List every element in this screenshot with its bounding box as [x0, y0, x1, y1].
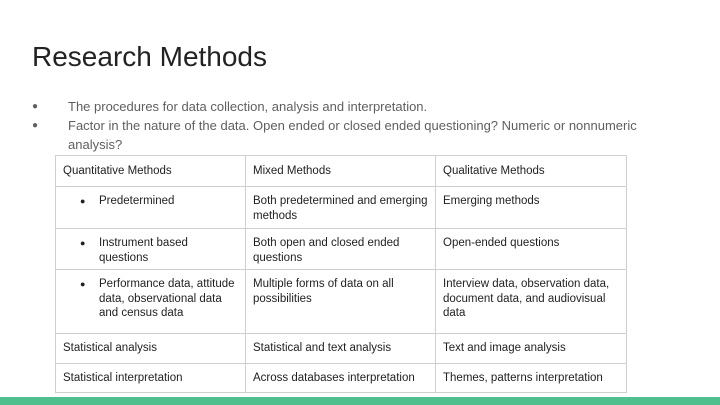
- table-cell: Both open and closed ended questions: [246, 229, 436, 270]
- table-cell: [56, 270, 246, 334]
- table-row: [56, 229, 627, 270]
- cell-text: Instrument based questions: [99, 237, 188, 264]
- header-qualitative: Qualitative Methods: [436, 156, 627, 187]
- header-mixed: Mixed Methods: [246, 156, 436, 187]
- table-cell: Multiple forms of data on all possibilities: [246, 270, 436, 334]
- table-cell: Statistical interpretation: [56, 363, 246, 393]
- table-row: [56, 187, 627, 229]
- table-cell: Both predetermined and emerging methods: [246, 187, 436, 229]
- bullet-text: The procedures for data collection, analysis and interpretation.: [68, 99, 428, 114]
- bullet-icon: ●: [80, 238, 86, 248]
- table-row: [56, 363, 627, 393]
- bullet-icon: ●: [80, 279, 86, 289]
- table-cell: Statistical and text analysis: [246, 334, 436, 364]
- table-cell: Across databases interpretation: [246, 363, 436, 393]
- bullet-list: [30, 97, 690, 154]
- bullet-icon: ●: [31, 101, 39, 112]
- bullet-text: Factor in the nature of the data. Open ended or closed ended questioning? Numeric or nonnumeric analysis?: [68, 118, 637, 152]
- cell-text: Predetermined: [99, 195, 175, 207]
- bullet-icon: ●: [31, 120, 39, 131]
- slide-title: Research Methods: [32, 41, 268, 72]
- accent-bar: [0, 397, 720, 405]
- table-cell: [56, 187, 246, 229]
- table-row: [56, 270, 627, 334]
- cell-text: Performance data, attitude data, observational data and census data: [99, 278, 235, 319]
- methods-table: [55, 155, 627, 393]
- table-row: [56, 334, 627, 364]
- bullet-item: [30, 97, 690, 116]
- table-cell: Open-ended questions: [436, 229, 627, 270]
- table-header-row: [56, 156, 627, 187]
- table-cell: Themes, patterns interpretation: [436, 363, 627, 393]
- bullet-item: [30, 116, 690, 154]
- header-quantitative: Quantitative Methods: [56, 156, 246, 187]
- table-cell: [56, 229, 246, 270]
- table-cell: Emerging methods: [436, 187, 627, 229]
- table-cell: Statistical analysis: [56, 334, 246, 364]
- bullet-icon: ●: [80, 196, 86, 206]
- table-cell: Interview data, observation data, document data, and audiovisual data: [436, 270, 627, 334]
- table-cell: Text and image analysis: [436, 334, 627, 364]
